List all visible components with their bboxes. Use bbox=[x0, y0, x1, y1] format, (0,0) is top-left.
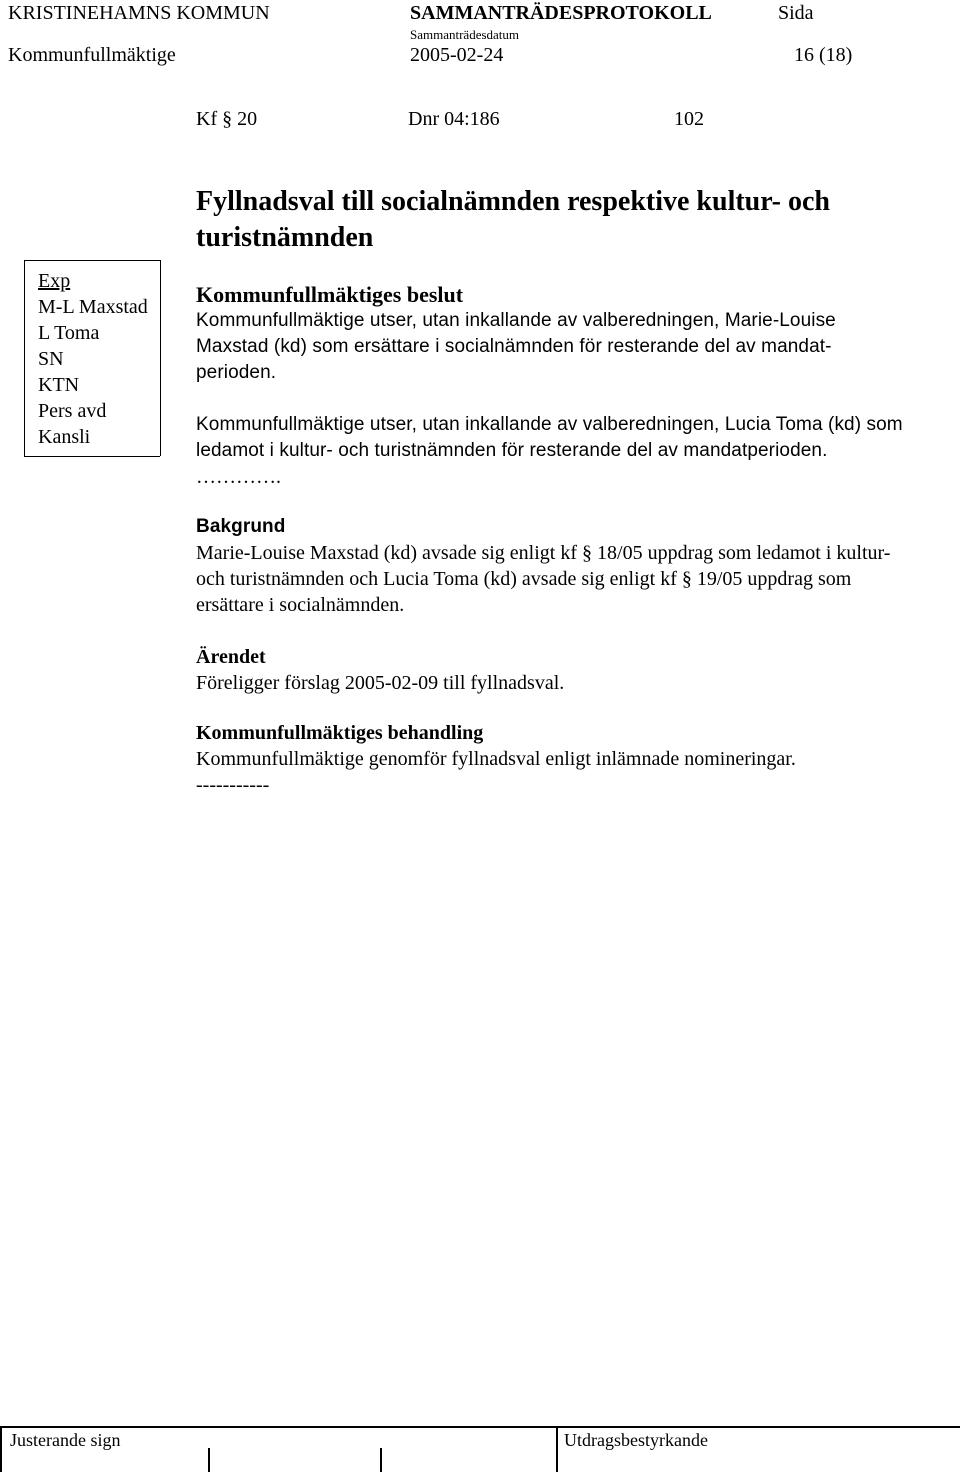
extract-certification-label: Utdragsbestyrkande bbox=[564, 1430, 708, 1450]
matter-heading: Ärendet bbox=[196, 646, 266, 668]
footer-divider bbox=[380, 1448, 382, 1472]
footer-rule bbox=[0, 1426, 960, 1428]
page-title: Fyllnadsval till socialnämnden respektive kultur- och turistnämnden bbox=[196, 186, 830, 253]
distribution-item: Pers avd bbox=[38, 400, 107, 422]
distribution-list bbox=[38, 268, 148, 450]
margin-left-rule bbox=[24, 260, 25, 456]
matter-section bbox=[196, 644, 926, 696]
distribution-item: Kansli bbox=[38, 426, 91, 448]
footer-divider bbox=[208, 1448, 210, 1472]
footer-divider bbox=[0, 1426, 2, 1472]
background-section bbox=[196, 514, 926, 618]
date-label: Sammanträdesdatum bbox=[410, 27, 520, 42]
diary-number: Dnr 04:186 bbox=[408, 108, 500, 130]
distribution-item: L Toma bbox=[38, 322, 100, 344]
archive-code: 102 bbox=[674, 108, 704, 130]
page-label: Sida bbox=[778, 2, 814, 24]
distribution-item: M-L Maxstad bbox=[38, 296, 148, 318]
signature-label: Justerande sign bbox=[10, 1430, 121, 1450]
background-paragraph: Marie-Louise Maxstad (kd) avsade sig enligt kf § 18/05 uppdrag som ledamot i kultur- och turistnämnden och Lucia Toma (kd) avsade sig enligt kf § 19/05 uppdrag som ersättare i socialnämnden. bbox=[196, 542, 891, 616]
distribution-heading: Exp bbox=[38, 270, 71, 292]
margin-top-rule bbox=[24, 260, 160, 261]
meeting-date: 2005-02-24 bbox=[410, 44, 504, 66]
decision-heading: Kommunfullmäktiges beslut bbox=[196, 282, 464, 307]
treatment-section bbox=[196, 720, 926, 798]
distribution-item: SN bbox=[38, 348, 64, 370]
organization-name: KRISTINEHAMNS KOMMUN bbox=[8, 2, 270, 24]
document-type: SAMMANTRÄDESPROTOKOLL bbox=[410, 2, 712, 24]
treatment-paragraph: Kommunfullmäktige genomför fyllnadsval enligt inlämnade nomineringar. bbox=[196, 748, 796, 770]
background-heading: Bakgrund bbox=[196, 516, 286, 537]
margin-bottom-rule bbox=[24, 456, 160, 457]
end-mark: ----------- bbox=[196, 774, 270, 796]
page-number: 16 (18) bbox=[794, 44, 853, 66]
paragraph-number: Kf § 20 bbox=[196, 108, 258, 130]
matter-paragraph: Föreligger förslag 2005-02-09 till fyllnadsval. bbox=[196, 672, 565, 694]
margin-right-rule bbox=[160, 260, 161, 456]
treatment-heading: Kommunfullmäktiges behandling bbox=[196, 722, 484, 744]
footer-divider bbox=[556, 1426, 558, 1472]
decision-paragraph: Kommunfullmäktige utser, utan inkallande av valberedningen, Lucia Toma (kd) som ledamot i kultur- och turistnämnden för resterande del av mandatperioden. bbox=[196, 414, 903, 461]
dotted-separator: …………. bbox=[196, 466, 281, 488]
body-name: Kommunfullmäktige bbox=[8, 44, 176, 66]
decision-section bbox=[196, 282, 926, 490]
decision-paragraph: Kommunfullmäktige utser, utan inkallande av valberedningen, Marie-Louise Maxstad (kd) som ersättare i socialnämnden för resterande del av mandat-perioden. bbox=[196, 310, 836, 383]
distribution-item: KTN bbox=[38, 374, 80, 396]
